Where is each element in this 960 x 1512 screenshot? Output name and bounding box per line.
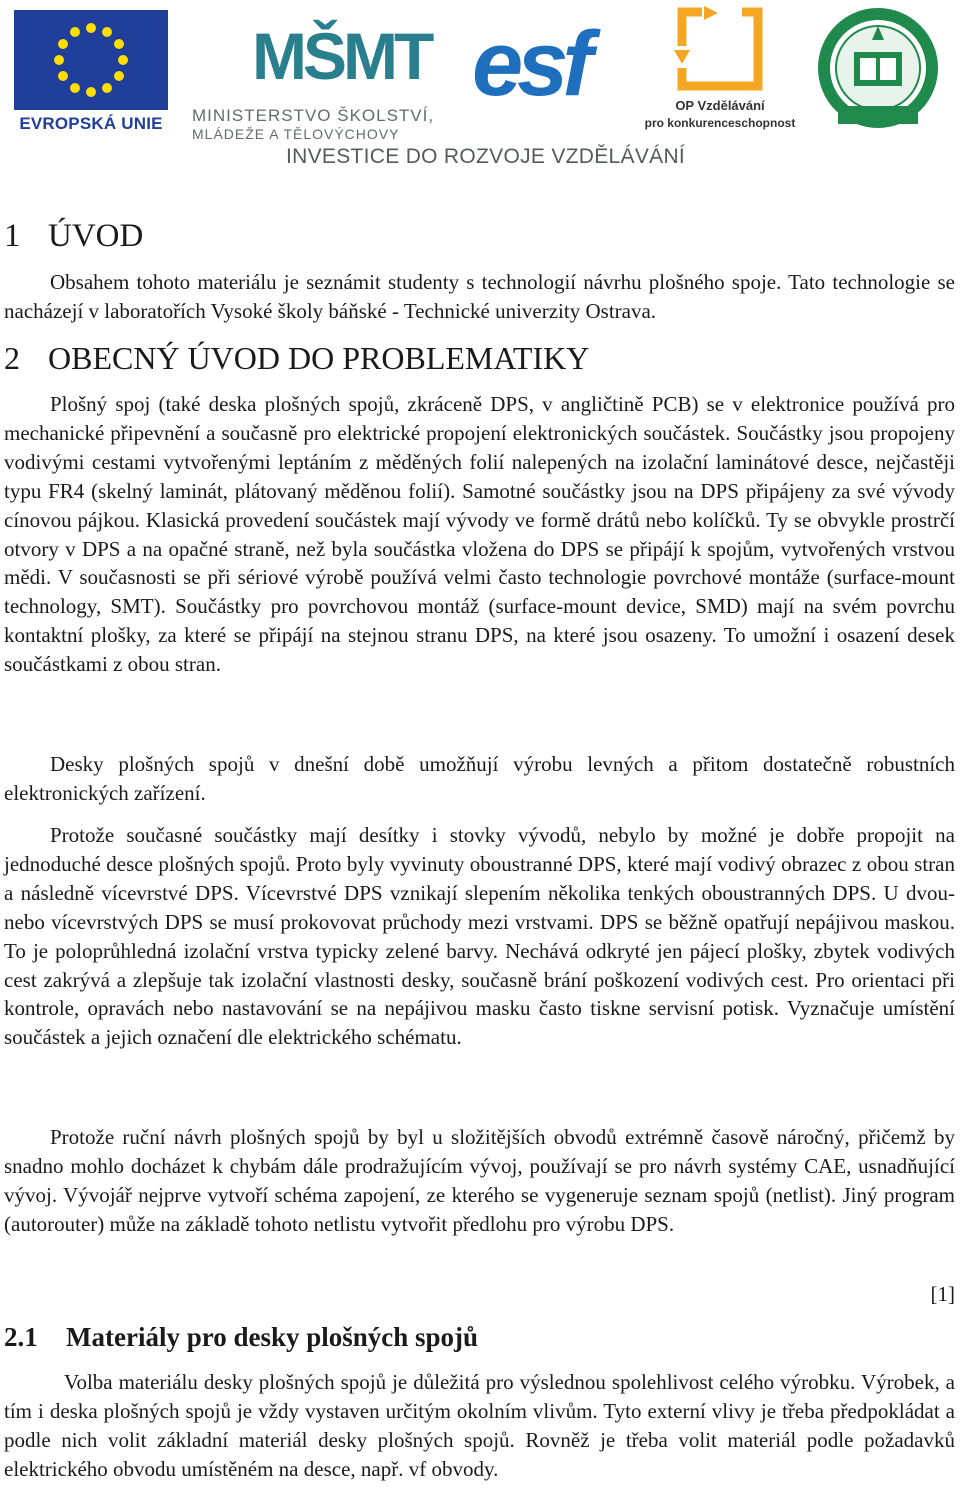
msmt-mark-icon: MŠMT (252, 19, 431, 93)
subsection-heading-materialy (4, 1322, 478, 1353)
msmt-logo (190, 10, 460, 140)
vsb-tuo-emblem-icon (818, 6, 938, 136)
msmt-name-line1: MINISTERSTVO ŠKOLSTVÍ, (192, 106, 435, 125)
section-title: OBECNÝ ÚVOD DO PROBLEMATIKY (48, 340, 590, 376)
eu-logo (14, 10, 168, 142)
paragraph: Protože současné součástky mají desítky i stovky vývodů, nebylo by možné je dobře propojit na jednoduché desce plošných spojů. Proto byly vyvinuty oboustranné DPS, které mají vodivý obrazec z obou stran a následně vícevrstvé DPS. Vícevrstvé DPS vznikají slepením několika tenkých oboustranných DPS. U dvou- nebo vícevrstvých DPS se musí prokovovat průchody mezi vrstvami. DPS se běžně opatřují nepájivou maskou. To je poloprůhledná izolační vrstva typicky zelené barvy. Nechává odkryté jen pájecí plošky, zbytek vodivých cest zakrývá a zlepšuje tak izolační vlastnosti desky, současně brání poškození vodivých cest. Pro orientaci při kontrole, opravách nebo nastavování se na nepájivou masku často tiskne servisní potisk. Vyznačuje umístění součástek a jejich označení dle elektrického schématu. (4, 823, 955, 1050)
section-heading-obecny-uvod (4, 340, 589, 377)
op-vzdelavani-logo (630, 6, 810, 136)
esf-mark: esf (472, 13, 587, 115)
esf-logo (472, 12, 624, 116)
eu-flag-icon (14, 10, 168, 110)
paragraph: Protože ruční návrh plošných spojů by byl u složitějších obvodů extrémně časově náročný, přičemž by snadno mohlo docházet k chybám dále prodražujícím vývoj, používají se pro návrh systémy CAE, usnadňující vývoj. Vývojář nejprve vytvoří schéma zapojení, ze kterého se vygeneruje seznam spojů (netlist). Jiný program (autorouter) může na základě tohoto netlistu vytvořit předlohu pro výrobu DPS. (4, 1125, 955, 1236)
op-arrows-icon (674, 6, 766, 92)
section-heading-uvod (4, 218, 143, 255)
op-line2: pro konkurenceschopnost (644, 116, 796, 130)
subsection-number: 2.1 (4, 1322, 38, 1352)
section-number: 2 (4, 340, 20, 376)
eu-label: EVROPSKÁ UNIE (19, 114, 163, 133)
section-title: ÚVOD (48, 218, 144, 254)
investice-banner: INVESTICE DO ROZVOJE VZDĚLÁVÁNÍ (286, 145, 686, 168)
citation-reference: [1] (930, 1282, 955, 1306)
op-line1: OP Vzdělávání (675, 98, 765, 113)
msmt-name-line2: MLÁDEŽE A TĚLOVÝCHOVY (192, 126, 400, 142)
paragraph: Desky plošných spojů v dnešní době umožňují výrobu levných a přitom dostatečně robustních elektronických zařízení. (4, 752, 955, 805)
paragraph-uvod: Obsahem tohoto materiálu je seznámit studenty s technologií návrhu plošného spoje. Tato technologie se nacházejí v laboratořích Vysoké školy báňské - Technické univerzity Ostrava. (4, 270, 955, 323)
section-number: 1 (4, 218, 21, 254)
header-logo-bar (0, 0, 960, 180)
paragraph: Volba materiálu desky plošných spojů je důležitá pro výslednou spolehlivost celého výrobku. Výrobek, a tím i deska plošných spojů je vždy vystaven určitým okolním vlivům. Tyto externí vlivy je třeba předpokládat a podle nich volit základní materiál desky plošných spojů. Rovněž je třeba volit materiál podle požadavků elektrického obvodu umístěném na desce, např. vf obvody. (4, 1370, 955, 1481)
paragraph: Plošný spoj (také deska plošných spojů, zkráceně DPS, v angličtině PCB) se v elektronice používá pro mechanické připevnění a současně pro elektrické propojení elektronických součástek. Součástky jsou propojeny vodivými cestami vytvořenými leptáním z měděných folií nalepených na izolační laminátové desce, nejčastěji typu FR4 (skelný laminát, plátovaný měděnou folií). Samotné součástky jsou na DPS připájeny za své vývody cínovou pájkou. Klasická provedení součástek mají vývody ve formě drátů nebo kolíčků. Ty se obvykle prostrčí otvory v DPS a na opačné straně, než byla součástka vložena do DPS se připájí k spojům, vytvořených vrstvou mědi. V současnosti se při sériové výrobě používá velmi často technologie povrchové montáže (surface-mount technology, SMT). Součástky pro povrchovou montáž (surface-mount device, SMD) mají na svém povrchu kontaktní plošky, za které se připájí na stejnou stranu DPS, na které jsou osazeny. To umožní i osazení desek součástkami z obou stran. (4, 392, 955, 677)
subsection-title: Materiály pro desky plošných spojů (66, 1322, 479, 1352)
